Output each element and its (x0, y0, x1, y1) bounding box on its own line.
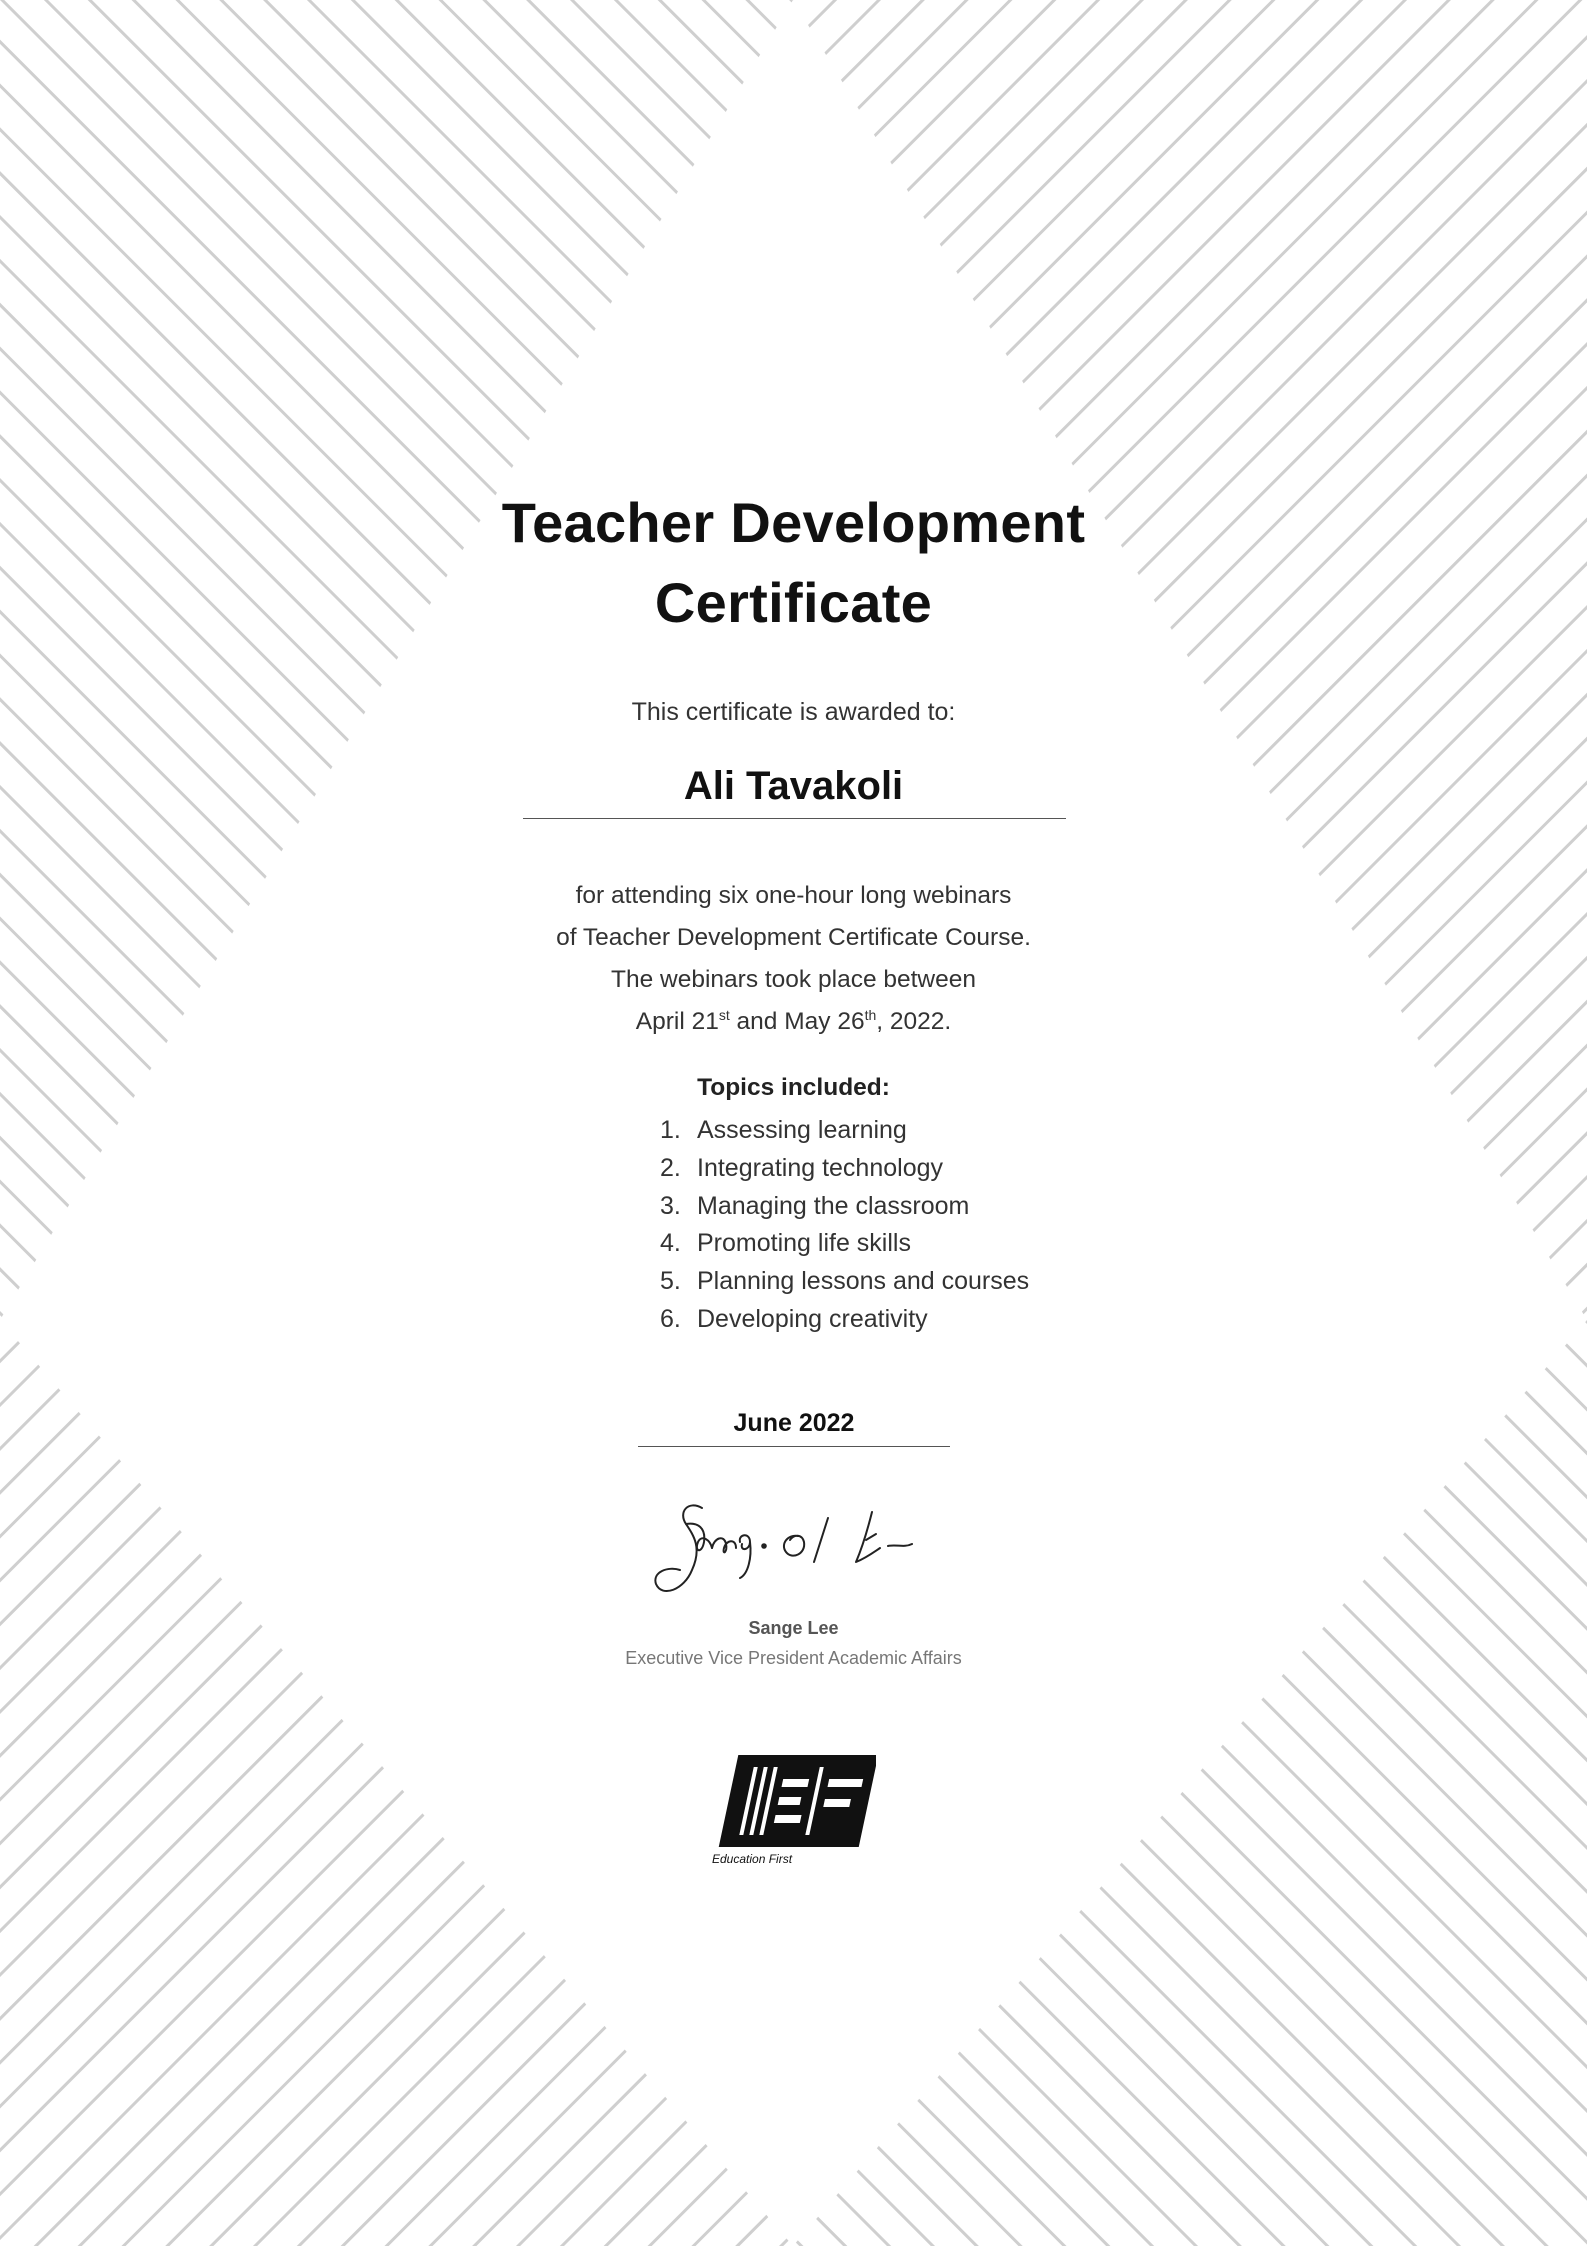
topic-number: 2. (660, 1153, 681, 1182)
signer-title: Executive Vice President Academic Affairs (625, 1648, 962, 1668)
topic-item (660, 1301, 1029, 1339)
topic-label: Planning lessons and courses (697, 1267, 1030, 1296)
topic-item (660, 1112, 1029, 1150)
topic-item (660, 1263, 1029, 1301)
certificate-title: Teacher Development (501, 491, 1086, 554)
topic-item (660, 1188, 1029, 1226)
topic-item (660, 1225, 1029, 1263)
year: , 2022. (876, 1008, 952, 1035)
topic-item (660, 1150, 1029, 1188)
awarded-to-label: This certificate is awarded to: (631, 698, 956, 726)
recipient-name: Ali Tavakoli (683, 764, 904, 808)
recipient-name-underline (523, 818, 1066, 819)
issue-date: June 2022 (733, 1409, 855, 1437)
topics-heading: Topics included: (697, 1074, 890, 1101)
topic-number: 6. (660, 1304, 681, 1333)
ef-education-first-logo (710, 1747, 876, 1867)
certificate-title-line2: Certificate (654, 571, 933, 634)
logo-caption: Education First (712, 1852, 793, 1866)
signer-name: Sange Lee (748, 1618, 839, 1638)
topic-number: 3. (660, 1191, 681, 1220)
topics-list (660, 1112, 1029, 1339)
topic-label: Managing the classroom (697, 1191, 970, 1220)
description-date-line (0, 1001, 1587, 1043)
signature-image (640, 1478, 960, 1608)
description-line: of Teacher Development Certificate Course. (556, 924, 1031, 951)
end-date: and May 26 (729, 1008, 865, 1035)
topic-label: Developing creativity (697, 1304, 928, 1333)
description-line: The webinars took place between (611, 966, 976, 993)
topic-label: Integrating technology (697, 1153, 944, 1182)
end-date-ordinal: th (864, 1007, 877, 1023)
certificate-description (0, 875, 1587, 1043)
topic-label: Promoting life skills (697, 1229, 911, 1258)
start-date: April 21 (635, 1008, 719, 1035)
description-line: for attending six one-hour long webinars (575, 882, 1012, 909)
topic-number: 5. (660, 1267, 681, 1296)
topic-label: Assessing learning (697, 1116, 907, 1144)
topic-number: 4. (660, 1229, 681, 1258)
issue-date-underline (638, 1446, 950, 1447)
start-date-ordinal: st (718, 1007, 730, 1023)
topic-number: 1. (660, 1116, 681, 1144)
